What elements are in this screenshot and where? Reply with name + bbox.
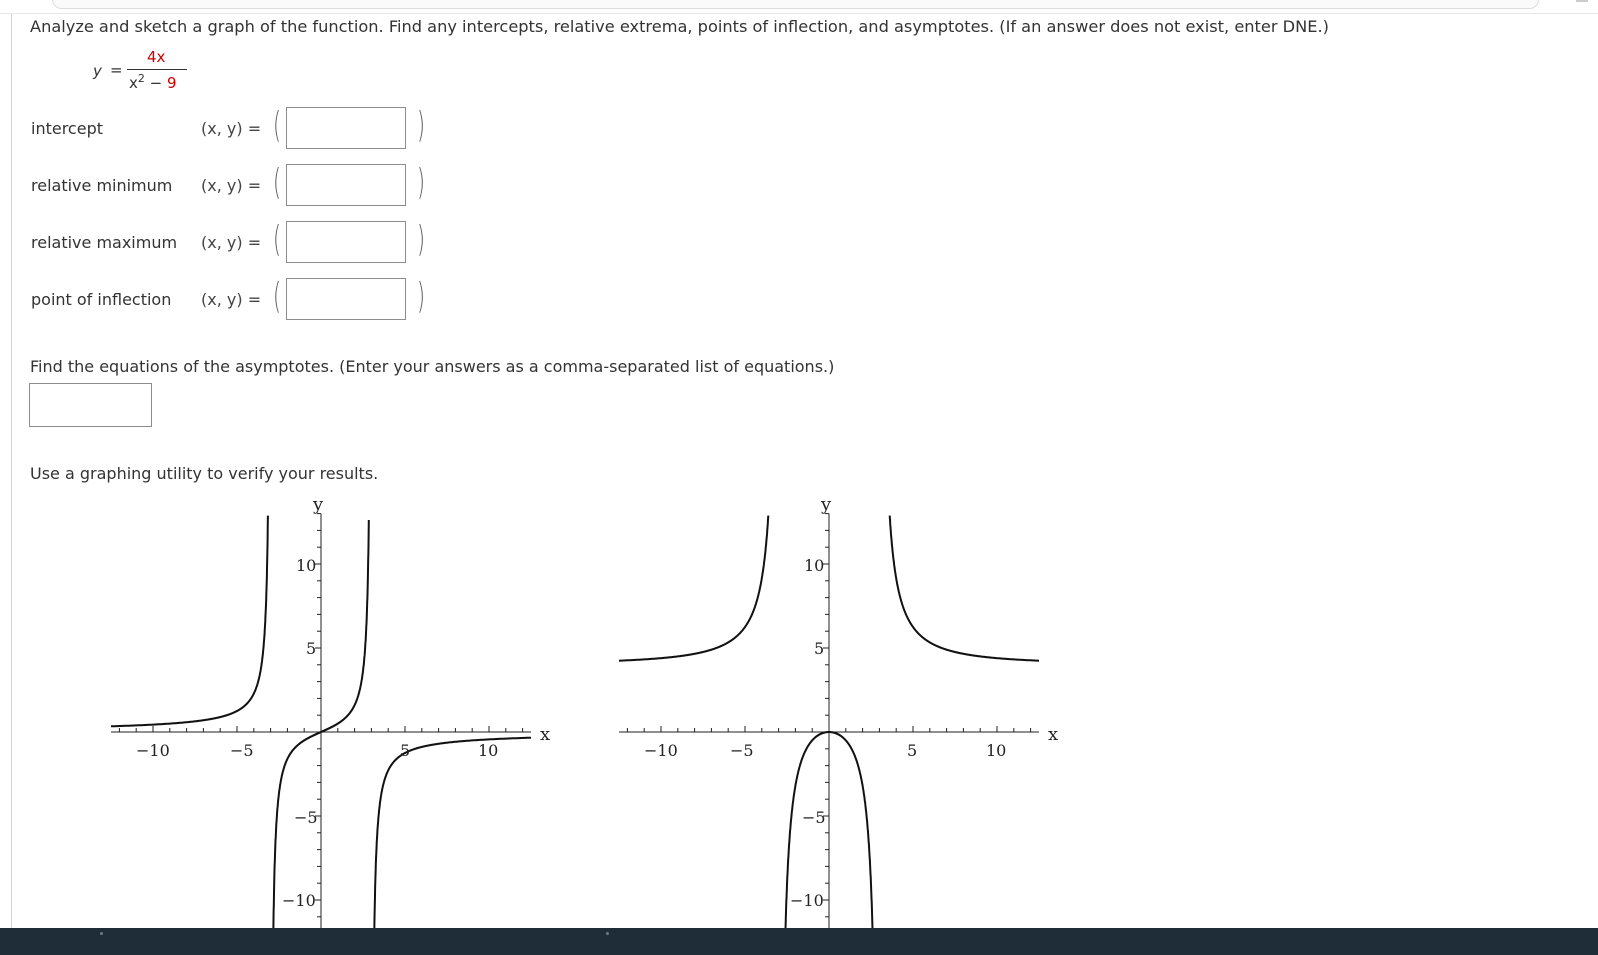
graph-a-xtick-5: 5: [400, 741, 411, 760]
row-coordinate-prefix: [201, 290, 261, 309]
denominator-constant: 9: [167, 74, 177, 92]
graph-a-xtick-10: 10: [478, 741, 499, 760]
right-paren: ): [417, 276, 425, 317]
graph-a-ytick-neg5: −5: [294, 808, 318, 827]
graph-b-ytick-neg5: −5: [802, 808, 826, 827]
bottom-bar-marker: [100, 932, 103, 935]
row-equals: =: [247, 290, 262, 309]
graph-a-ytick-neg10: −10: [282, 891, 316, 910]
function-equals: =: [110, 61, 123, 79]
row-equals: =: [247, 233, 262, 252]
graph-b-ytick-5: 5: [814, 639, 825, 658]
row-xy: (x, y): [201, 233, 243, 252]
function-lhs: y: [93, 62, 102, 80]
asymptotes-question: Find the equations of the asymptotes. (Enter your answers as a comma-separated list of equations.): [30, 357, 835, 376]
graph-a-y-label: y: [313, 494, 324, 515]
graph-a-plot: [100, 490, 570, 930]
graph-a-xtick-neg5: −5: [230, 741, 254, 760]
row-label: point of inflection: [31, 290, 172, 309]
graph-a-x-label: x: [540, 724, 551, 745]
left-paren: (: [273, 162, 281, 203]
relative-maximum-input[interactable]: [286, 221, 406, 263]
denominator-operator: −: [144, 74, 167, 92]
corner-handle: [1576, 0, 1588, 2]
row-coordinate-prefix: [201, 176, 261, 195]
answer-row-point-of-inflection: [0, 278, 600, 324]
graph-b-y-label: y: [821, 494, 832, 515]
answer-row-relative-maximum: [0, 221, 600, 267]
left-paren: (: [273, 276, 281, 317]
function-numerator: 4x: [147, 48, 166, 66]
answer-row-relative-minimum: [0, 164, 600, 210]
right-paren: ): [417, 105, 425, 146]
row-xy: (x, y): [201, 119, 243, 138]
row-equals: =: [247, 176, 262, 195]
graph-a-xtick-neg10: −10: [136, 741, 170, 760]
right-paren: ): [417, 162, 425, 203]
fraction-bar: [127, 69, 187, 70]
row-label: relative minimum: [31, 176, 173, 195]
graph-b-plot: [608, 490, 1078, 930]
graph-a-ytick-5: 5: [306, 639, 317, 658]
graph-a-ytick-10: 10: [296, 556, 317, 575]
graph-b-xtick-10: 10: [986, 741, 1007, 760]
graph-b-ytick-neg10: −10: [790, 891, 824, 910]
question-tab: [52, 0, 1539, 9]
graph-option-a[interactable]: [100, 490, 570, 930]
row-label: relative maximum: [31, 233, 178, 252]
point-of-inflection-input[interactable]: [286, 278, 406, 320]
graph-b-x-label: x: [1048, 724, 1059, 745]
row-equals: =: [247, 119, 262, 138]
graph-b-ytick-10: 10: [804, 556, 825, 575]
question-prompt: Analyze and sketch a graph of the function. Find any intercepts, relative extrema, points of inflection, and asymptotes. (If an answer does not exist, enter DNE.): [30, 17, 1329, 36]
answer-row-intercept: [0, 107, 600, 153]
graph-option-b[interactable]: [608, 490, 1078, 930]
relative-minimum-input[interactable]: [286, 164, 406, 206]
row-xy: (x, y): [201, 176, 243, 195]
verify-text: Use a graphing utility to verify your results.: [30, 464, 379, 483]
row-label: intercept: [31, 119, 103, 138]
row-coordinate-prefix: [201, 119, 261, 138]
left-paren: (: [273, 219, 281, 260]
left-paren: (: [273, 105, 281, 146]
graph-b-xtick-neg10: −10: [644, 741, 678, 760]
graph-b-xtick-5: 5: [907, 741, 918, 760]
row-xy: (x, y): [201, 290, 243, 309]
asymptotes-input[interactable]: [29, 383, 152, 427]
denominator-variable: x: [129, 74, 138, 92]
denominator-exponent: 2: [137, 72, 145, 85]
graph-b-xtick-neg5: −5: [730, 741, 754, 760]
function-denominator: [129, 72, 177, 92]
bottom-bar-marker: [606, 932, 609, 935]
right-paren: ): [417, 219, 425, 260]
row-coordinate-prefix: [201, 233, 261, 252]
top-tab-strip: [0, 0, 1598, 14]
bottom-bar: [0, 928, 1598, 955]
intercept-input[interactable]: [286, 107, 406, 149]
top-divider: [0, 13, 1598, 14]
